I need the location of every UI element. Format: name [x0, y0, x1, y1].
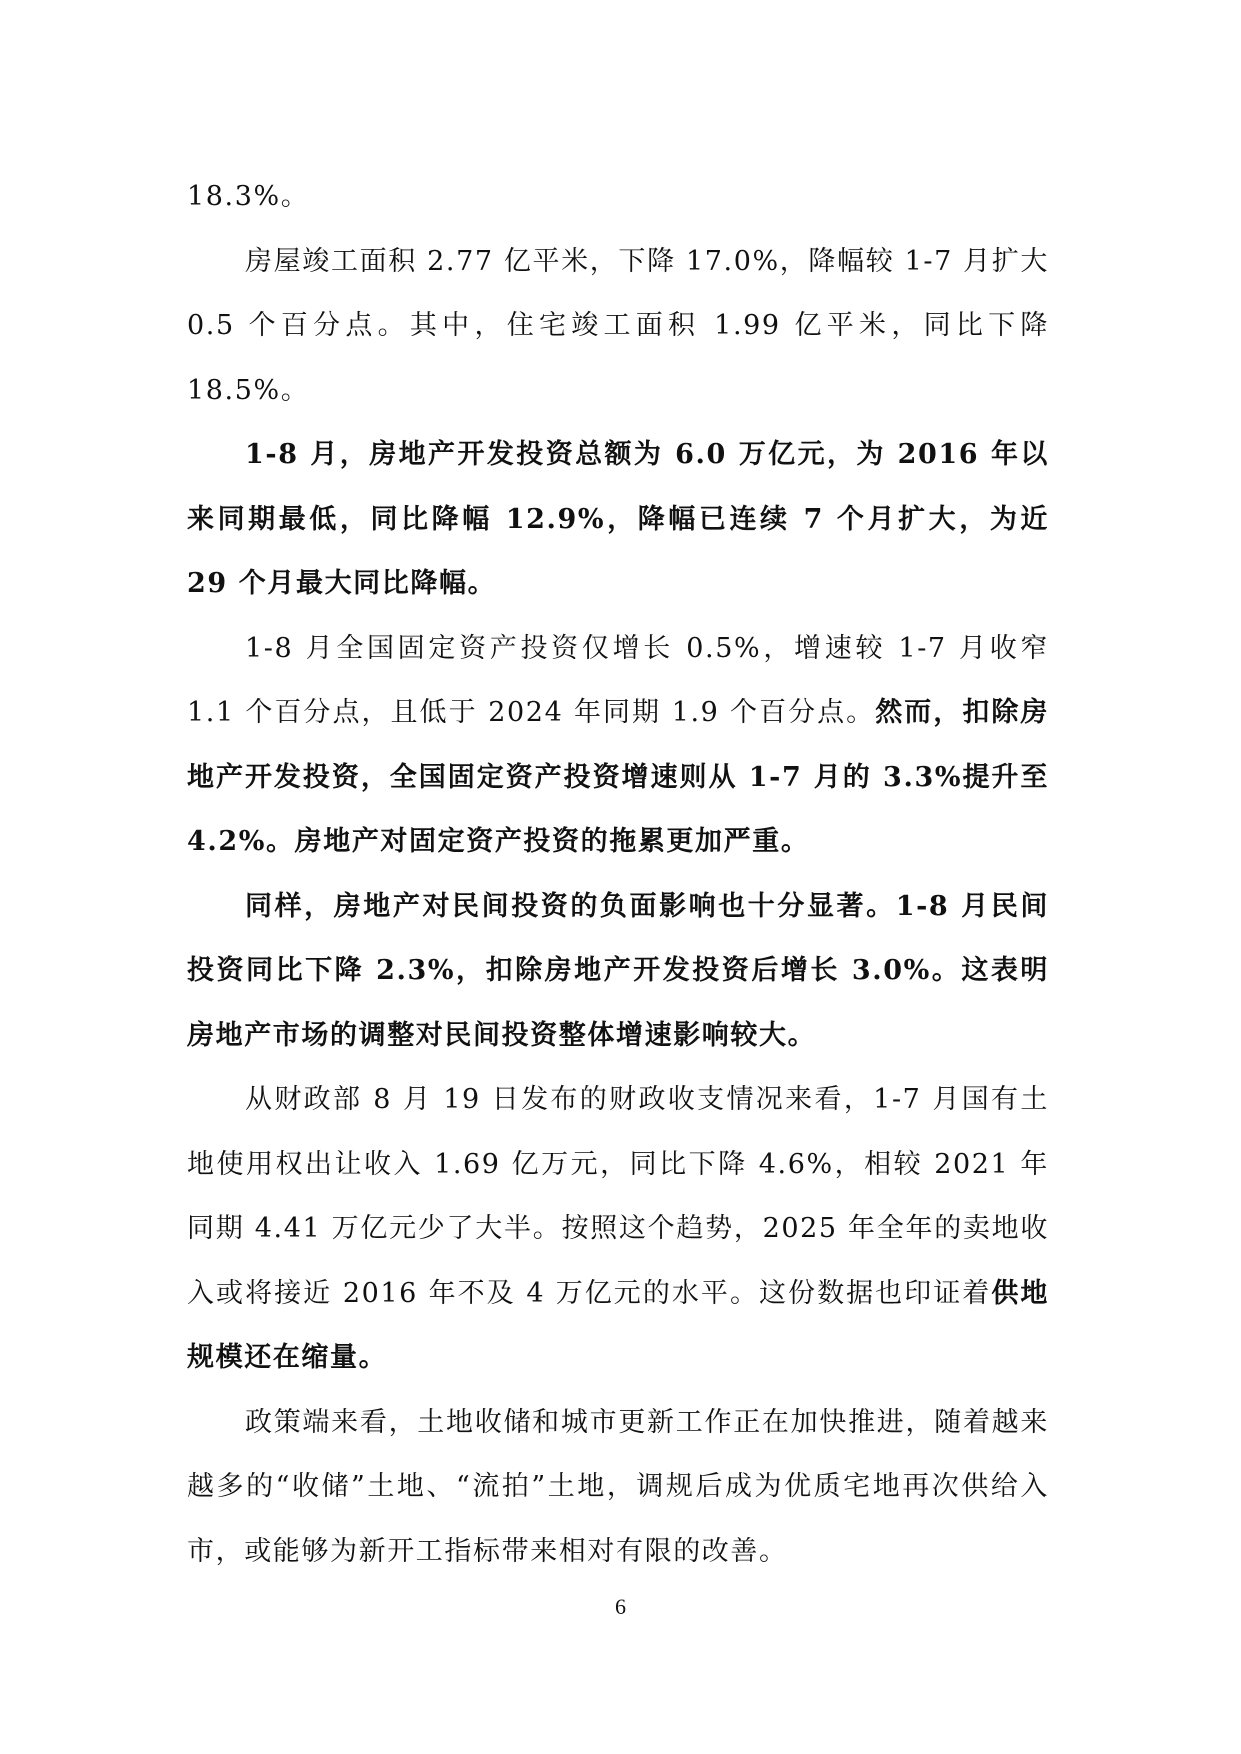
document-body	[187, 165, 1049, 1584]
paragraph-completed-area	[187, 230, 1049, 424]
paragraph-land-revenue	[187, 1068, 1049, 1391]
paragraph-completion-rate-tail	[187, 165, 1049, 230]
text-run: 18.3%。	[187, 181, 310, 212]
paragraph-fixed-asset-investment	[187, 617, 1049, 875]
bold-text-run: 1-8 月，房地产开发投资总额为 6.0 万亿元，为 2016 年以来同期最低，同比降幅 12.9%，降幅已连续 7 个月扩大，为近 29 个月最大同比降幅。	[187, 439, 1049, 599]
bold-text-run: 供地规模还在缩量。	[187, 1277, 1050, 1373]
text-run: 从财政部 8 月 19 日发布的财政收支情况来看，1-7 月国有土地使用权出让收入 1.69 亿万元，同比下降 4.6%，相较 2021 年同期 4.41 万亿元少了大半。按照这个趋势，2025 年全年的卖地收入或将接近 2016 年不及 4 万亿元的水平。这份数据也印证着	[187, 1084, 1049, 1309]
paragraph-private-investment	[187, 875, 1049, 1069]
paragraph-investment-total	[187, 423, 1049, 617]
bold-text-run: 然而，扣除房地产开发投资，全国固定资产投资增速则从 1-7 月的 3.3%提升至 4.2%。房地产对固定资产投资的拖累更加严重。	[187, 697, 1049, 857]
text-run: 政策端来看，土地收储和城市更新工作正在加快推进，随着越来越多的“收储”土地、“流拍”土地，调规后成为优质宅地再次供给入市，或能够为新开工指标带来相对有限的改善。	[187, 1406, 1049, 1567]
text-run: 房屋竣工面积 2.77 亿平米，下降 17.0%，降幅较 1-7 月扩大 0.5 个百分点。其中，住宅竣工面积 1.99 亿平米，同比下降 18.5%。	[187, 245, 1049, 406]
bold-text-run: 同样，房地产对民间投资的负面影响也十分显著。1-8 月民间投资同比下降 2.3%，扣除房地产开发投资后增长 3.0%。这表明房地产市场的调整对民间投资整体增速影响较大。	[187, 890, 1049, 1051]
page-number: 6	[615, 1594, 626, 1619]
paragraph-policy-outlook	[187, 1391, 1049, 1585]
text-run: 1-8 月全国固定资产投资仅增长 0.5%，增速较 1-7 月收窄 1.1 个百分点，且低于 2024 年同期 1.9 个百分点。	[187, 632, 1049, 728]
